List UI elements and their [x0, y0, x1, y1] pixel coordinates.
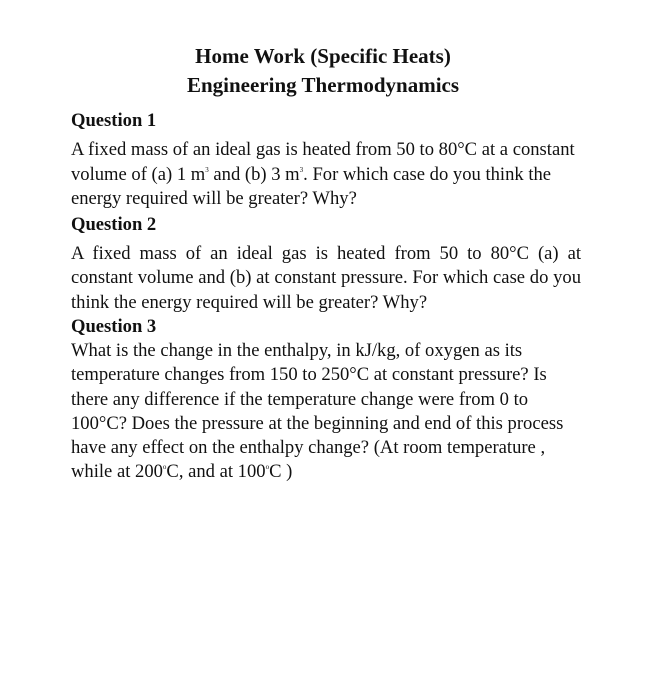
- question-1-text-part-2: and (b) 3 m: [208, 163, 300, 185]
- question-3-text: [71, 339, 581, 485]
- question-3-text-part-3: C ): [269, 461, 293, 483]
- questions-section: [71, 109, 581, 485]
- document-title: [0, 42, 646, 100]
- question-2-heading: Question 2: [71, 213, 157, 235]
- question-3-text-part-2: C, and at 100: [166, 461, 266, 483]
- title-line-2: Engineering Thermodynamics: [186, 73, 460, 97]
- question-1-heading: Question 1: [71, 110, 157, 131]
- title-line-1: Home Work (Specific Heats): [195, 44, 451, 68]
- question-3-heading: Question 3: [71, 316, 157, 337]
- question-1-text-part-3: . For which case do you think the energy required will be greater? Why?: [71, 163, 552, 209]
- superscript-degree-1: o: [162, 463, 167, 472]
- question-1-text-part-1: A fixed mass of an ideal gas is heated from 50 to 80°C at a constant volume of (a) 1 m: [71, 139, 575, 185]
- question-2-text: A fixed mass of an ideal gas is heated from 50 to 80°C (a) at constant volume and (b) at constant pressure. For which case do you think the energy required will be greater? Why?: [71, 242, 581, 313]
- superscript-cubic-2: 3: [299, 165, 304, 174]
- question-1-text: [71, 138, 581, 212]
- question-3-text-part-1: What is the change in the enthalpy, in kJ/kg, of oxygen as its temperature changes from 150 to 250°C at constant pressure? Is there any difference if the temperature change were from 0 to 100°C? Does the pressure at the beginning and end of this process have any effect on the enthalpy change? (At room temperature , while at 200: [71, 340, 564, 483]
- superscript-degree-2: o: [265, 463, 270, 472]
- superscript-cubic-1: 3: [205, 165, 209, 174]
